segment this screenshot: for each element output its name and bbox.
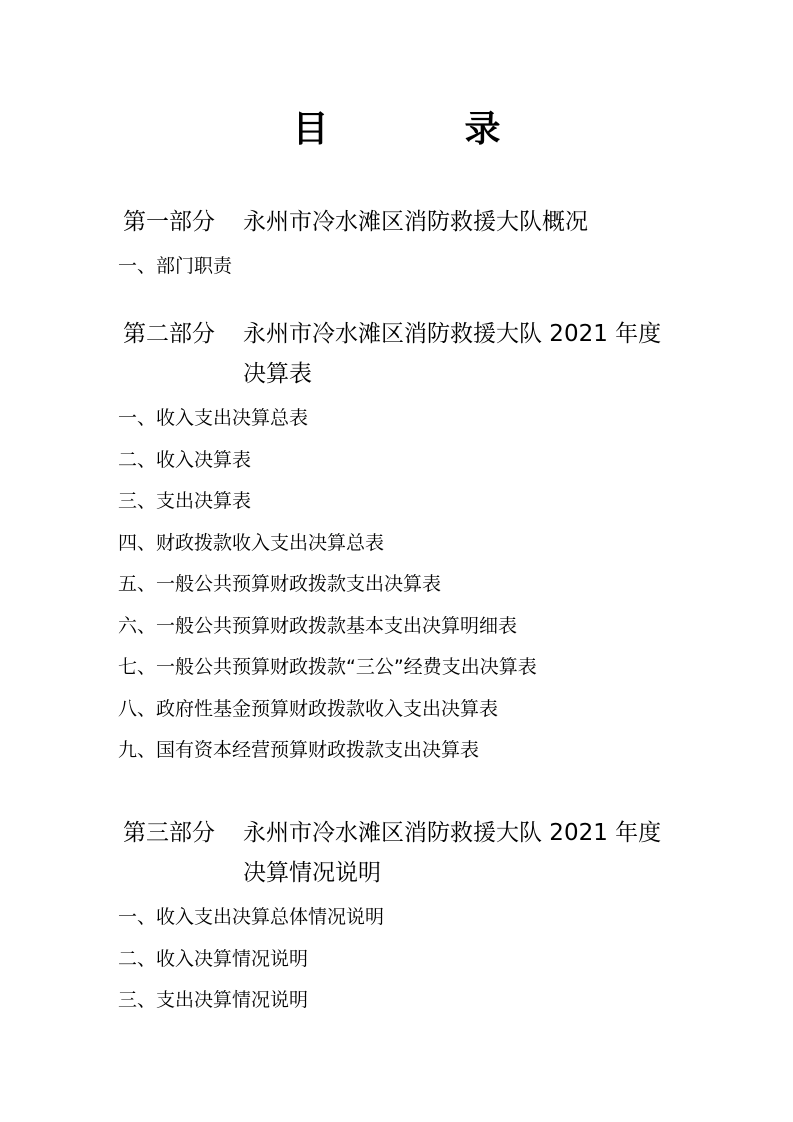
part-label: 第二部分 (123, 321, 215, 347)
toc-item[interactable]: 二、收入决算情况说明 (118, 948, 309, 970)
toc-item[interactable]: 二、收入决算表 (118, 449, 252, 471)
toc-item[interactable]: 三、支出决算情况说明 (118, 989, 309, 1011)
part-title: 永州市冷水滩区消防救援大队 2021 年度决算情况说明 (243, 820, 662, 886)
toc-item[interactable]: 三、支出决算表 (118, 490, 252, 512)
part-title: 永州市冷水滩区消防救援大队概况 (243, 209, 588, 235)
toc-item[interactable]: 一、收入支出决算总表 (118, 407, 309, 429)
part-label: 第一部分 (123, 209, 215, 235)
toc-item[interactable]: 六、一般公共预算财政拨款基本支出决算明细表 (118, 615, 518, 637)
toc-item[interactable]: 一、收入支出决算总体情况说明 (118, 906, 385, 928)
toc-item[interactable]: 八、政府性基金预算财政拨款收入支出决算表 (118, 698, 499, 720)
part-label: 第三部分 (123, 820, 215, 846)
toc-item[interactable]: 七、一般公共预算财政拨款“三公”经费支出决算表 (118, 656, 537, 678)
part-title: 永州市冷水滩区消防救援大队 2021 年度决算表 (243, 321, 662, 387)
toc-item[interactable]: 五、一般公共预算财政拨款支出决算表 (118, 573, 442, 595)
toc-item[interactable]: 九、国有资本经营预算财政拨款支出决算表 (118, 739, 480, 761)
toc-item[interactable]: 四、财政拨款收入支出决算总表 (118, 532, 385, 554)
toc-item[interactable]: 一、部门职责 (118, 255, 233, 277)
page-title: 目 录 (292, 109, 551, 150)
